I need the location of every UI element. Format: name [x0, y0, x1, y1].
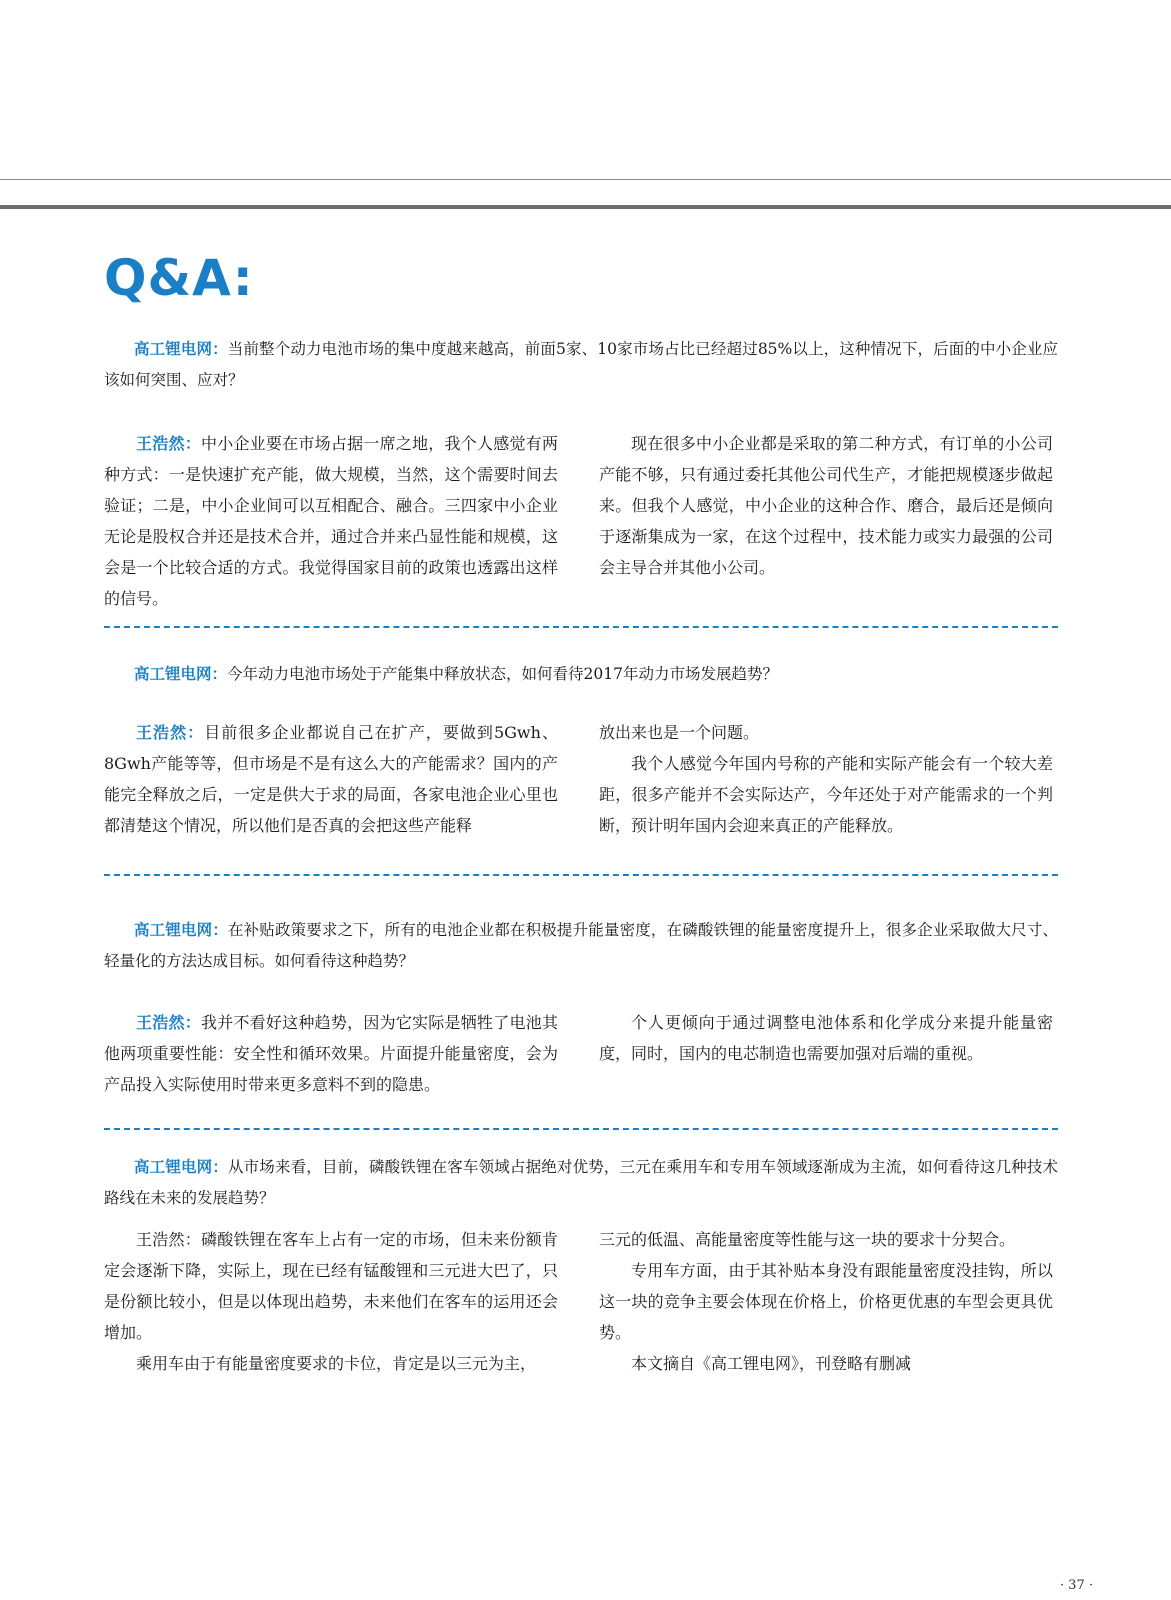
qa-section-1	[104, 334, 1058, 608]
section-divider	[104, 874, 1058, 876]
question-speaker: 高工锂电网：	[134, 921, 228, 939]
answer-text: 中小企业要在市场占据一席之地，我个人感觉有两种方式：一是快速扩充产能，做大规模，当然，这个需要时间去验证；二是，中小企业间可以互相配合、融合。三四家中小企业无论是股权合并还是技术合并，通过合并来凸显性能和规模，这会是一个比较合适的方式。我觉得国家目前的政策也透露出这样的信号。	[104, 434, 558, 608]
question-text: 今年动力电池市场处于产能集中释放状态，如何看待2017年动力市场发展趋势？	[227, 665, 778, 683]
answer-continuation: 放出来也是一个问题。	[599, 723, 760, 742]
answer-column-right	[599, 1007, 1053, 1069]
question-3	[104, 915, 1058, 977]
answer-text: 目前很多企业都说自己在扩产，要做到5Gwh、8Gwh产能等等，但市场是不是有这么大的产能需求？国内的产能完全释放之后，一定是供大于求的局面，各家电池企业心里也都清楚这个情况，所以他们是否真的会把这些产能释	[104, 723, 558, 835]
question-speaker: 高工锂电网：	[134, 665, 228, 683]
question-text: 在补贴政策要求之下，所有的电池企业都在积极提升能量密度，在磷酸铁锂的能量密度提升上，很多企业采取做大尺寸、轻量化的方法达成目标。如何看待这种趋势？	[104, 921, 1058, 970]
answer-paragraph: 我个人感觉今年国内号称的产能和实际产能会有一个较大差距，很多产能并不会实际达产，今年还处于对产能需求的一个判断，预计明年国内会迎来真正的产能释放。	[599, 754, 1053, 835]
question-4	[104, 1152, 1058, 1214]
answer-paragraph: 王浩然：磷酸铁锂在客车上占有一定的市场，但未来份额肯定会逐渐下降，实际上，现在已经有锰酸锂和三元进大巴了，只是份额比较小，但是以体现出趋势，未来他们在客车的运用还会增加。	[104, 1230, 558, 1342]
qa-section-2	[104, 659, 1058, 835]
question-speaker: 高工锂电网：	[134, 1158, 228, 1176]
source-note: 本文摘自《高工锂电网》，刊登略有删减	[631, 1354, 912, 1373]
answer-paragraph: 乘用车由于有能量密度要求的卡位，肯定是以三元为主，	[136, 1354, 537, 1373]
answer-paragraph: 个人更倾向于通过调整电池体系和化学成分来提升能量密度，同时，国内的电芯制造也需要加强对后端的重视。	[599, 1013, 1053, 1063]
answer-speaker: 王浩然：	[136, 723, 205, 742]
header-rule-thick	[0, 205, 1171, 209]
answer-text: 我并不看好这种趋势，因为它实际是牺牲了电池其他两项重要性能：安全性和循环效果。片面提升能量密度，会为产品投入实际使用时带来更多意料不到的隐患。	[104, 1013, 558, 1094]
answer-column-left	[104, 1224, 558, 1379]
question-1	[104, 334, 1058, 396]
answer-paragraph	[104, 1007, 558, 1100]
section-divider	[104, 1128, 1058, 1130]
question-speaker: 高工锂电网：	[134, 340, 228, 358]
qa-section-4	[104, 1152, 1058, 1373]
page-number: · 37 ·	[1059, 1578, 1093, 1593]
question-text: 当前整个动力电池市场的集中度越来越高，前面5家、10家市场占比已经超过85%以上，这种情况下，后面的中小企业应该如何突围、应对？	[104, 340, 1058, 389]
answer-column-right	[599, 428, 1053, 583]
answer-column-left	[104, 428, 558, 614]
header-rule-thin	[0, 179, 1171, 180]
answer-column-right	[599, 1224, 1053, 1379]
answer-column-left	[104, 1007, 558, 1100]
answer-paragraph	[104, 717, 558, 841]
question-2	[104, 659, 1058, 690]
answer-column-right	[599, 717, 1053, 841]
answer-paragraph: 专用车方面，由于其补贴本身没有跟能量密度没挂钩，所以这一块的竞争主要会体现在价格上，价格更优惠的车型会更具优势。	[599, 1261, 1053, 1342]
answer-continuation: 三元的低温、高能量密度等性能与这一块的要求十分契合。	[599, 1230, 1016, 1249]
qa-section-3	[104, 915, 1058, 1094]
section-divider	[104, 626, 1058, 628]
question-text: 从市场来看，目前，磷酸铁锂在客车领域占据绝对优势，三元在乘用车和专用车领域逐渐成为主流，如何看待这几种技术路线在未来的发展趋势？	[104, 1158, 1058, 1207]
qa-heading: Q&A:	[104, 249, 254, 307]
answer-paragraph	[104, 428, 558, 614]
answer-speaker: 王浩然：	[136, 1013, 201, 1032]
answer-paragraph: 现在很多中小企业都是采取的第二种方式，有订单的小公司产能不够，只有通过委托其他公司代生产，才能把规模逐步做起来。但我个人感觉，中小企业的这种合作、磨合，最后还是倾向于逐渐集成为一家，在这个过程中，技术能力或实力最强的公司会主导合并其他小公司。	[599, 434, 1053, 577]
answer-speaker: 王浩然：	[136, 434, 201, 453]
answer-column-left	[104, 717, 558, 841]
